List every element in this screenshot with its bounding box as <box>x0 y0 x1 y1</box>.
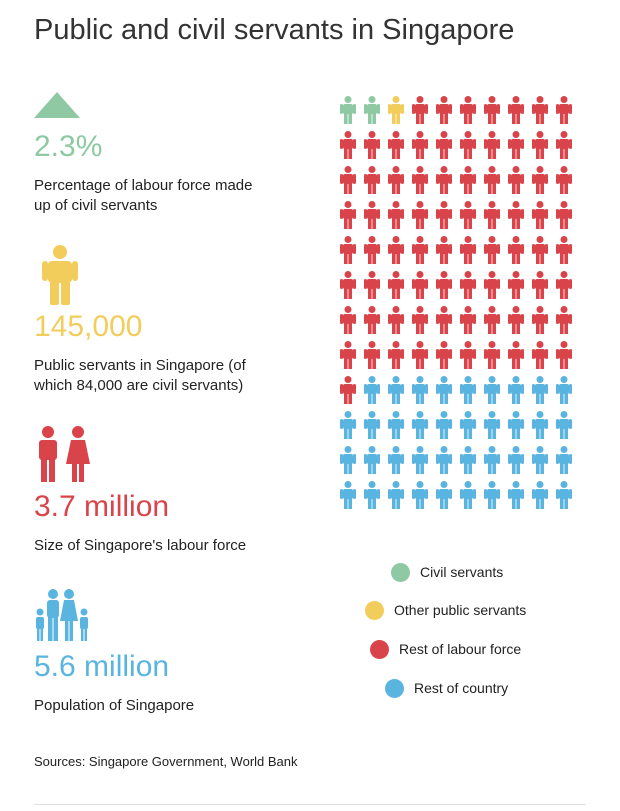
person-icon-civil-servants <box>340 96 356 124</box>
person-icon-rest-of-labour-force <box>412 201 428 229</box>
man-woman-icon <box>38 426 90 482</box>
person-icon-rest-of-country <box>436 411 452 439</box>
person-icon-rest-of-labour-force <box>460 306 476 334</box>
person-icon-rest-of-country <box>556 376 572 404</box>
person-icon-rest-of-country <box>412 376 428 404</box>
legend-label-rest-of-labour-force: Rest of labour force <box>399 641 522 657</box>
person-icon-rest-of-country <box>484 376 500 404</box>
person-icon-rest-of-labour-force <box>508 201 524 229</box>
chart-title: Public and civil servants in Singapore <box>34 14 515 46</box>
person-icon-rest-of-country <box>460 376 476 404</box>
person-icon-rest-of-country <box>484 411 500 439</box>
person-icon-rest-of-country <box>556 481 572 509</box>
person-icon-rest-of-country <box>532 376 548 404</box>
person-icon-rest-of-country <box>460 481 476 509</box>
person-icon-rest-of-labour-force <box>556 306 572 334</box>
person-icon-rest-of-country <box>508 446 524 474</box>
person-icon-rest-of-country <box>556 411 572 439</box>
person-icon-rest-of-labour-force <box>532 341 548 369</box>
person-icon-rest-of-labour-force <box>556 166 572 194</box>
stat-population <box>34 650 324 716</box>
pictogram-chart <box>336 94 576 524</box>
bottom-divider <box>34 804 586 805</box>
legend-label-rest-of-country: Rest of country <box>414 680 509 696</box>
person-icon-rest-of-labour-force <box>460 236 476 264</box>
person-icon-rest-of-labour-force <box>388 236 404 264</box>
person-icon-rest-of-labour-force <box>388 341 404 369</box>
person-icon-rest-of-labour-force <box>340 166 356 194</box>
person-icon-rest-of-labour-force <box>436 306 452 334</box>
person-icon-rest-of-labour-force <box>412 341 428 369</box>
person-icon-rest-of-labour-force <box>340 236 356 264</box>
person-icon-rest-of-labour-force <box>484 341 500 369</box>
person-icon-rest-of-labour-force <box>436 96 452 124</box>
person-icon-rest-of-labour-force <box>364 166 380 194</box>
person-icon-rest-of-country <box>436 376 452 404</box>
person-icon-rest-of-labour-force <box>412 166 428 194</box>
stat-description: up of civil servants <box>34 197 158 214</box>
person-icon-rest-of-labour-force <box>436 236 452 264</box>
legend-swatch-other-public-servants <box>365 601 384 620</box>
person-icon-rest-of-country <box>484 446 500 474</box>
person-icon-rest-of-labour-force <box>436 201 452 229</box>
person-icon <box>42 245 78 305</box>
person-icon-rest-of-labour-force <box>388 201 404 229</box>
person-icon-rest-of-labour-force <box>340 341 356 369</box>
person-icon-rest-of-labour-force <box>436 271 452 299</box>
person-icon-rest-of-country <box>388 376 404 404</box>
person-icon-rest-of-labour-force <box>508 271 524 299</box>
person-icon-rest-of-labour-force <box>460 166 476 194</box>
person-icon-rest-of-labour-force <box>556 236 572 264</box>
person-icon-rest-of-labour-force <box>412 131 428 159</box>
person-icon-rest-of-labour-force <box>364 131 380 159</box>
person-icon-rest-of-labour-force <box>340 201 356 229</box>
family-icon <box>34 588 90 642</box>
person-icon-rest-of-labour-force <box>484 131 500 159</box>
person-icon-rest-of-labour-force <box>388 271 404 299</box>
person-icon-rest-of-labour-force <box>388 166 404 194</box>
person-icon-rest-of-country <box>508 481 524 509</box>
person-icon-rest-of-country <box>460 411 476 439</box>
person-icon-rest-of-labour-force <box>460 96 476 124</box>
person-icon-rest-of-country <box>412 446 428 474</box>
person-icon-rest-of-labour-force <box>364 271 380 299</box>
person-icon-rest-of-labour-force <box>460 271 476 299</box>
person-icon-rest-of-labour-force <box>388 131 404 159</box>
person-icon-rest-of-country <box>364 411 380 439</box>
person-icon-rest-of-country <box>508 376 524 404</box>
person-icon-rest-of-country <box>556 446 572 474</box>
person-icon-rest-of-country <box>460 446 476 474</box>
person-icon-rest-of-country <box>340 411 356 439</box>
person-icon-rest-of-labour-force <box>340 306 356 334</box>
person-icon-rest-of-country <box>364 376 380 404</box>
person-icon-rest-of-country <box>340 481 356 509</box>
person-icon-rest-of-labour-force <box>412 96 428 124</box>
person-icon-rest-of-country <box>388 411 404 439</box>
person-icon-rest-of-labour-force <box>364 306 380 334</box>
person-icon-rest-of-labour-force <box>532 271 548 299</box>
person-icon-rest-of-labour-force <box>388 306 404 334</box>
person-icon-rest-of-labour-force <box>412 236 428 264</box>
person-icon-rest-of-labour-force <box>532 306 548 334</box>
person-icon-rest-of-labour-force <box>340 376 356 404</box>
stat-description: Public servants in Singapore (of <box>34 357 246 374</box>
person-icon-rest-of-labour-force <box>412 271 428 299</box>
person-icon-rest-of-labour-force <box>508 131 524 159</box>
legend-swatch-civil-servants <box>391 563 410 582</box>
person-icon-rest-of-labour-force <box>460 341 476 369</box>
person-icon-rest-of-labour-force <box>484 306 500 334</box>
stat-description: Size of Singapore's labour force <box>34 537 247 554</box>
person-icon-rest-of-labour-force <box>556 271 572 299</box>
person-icon-rest-of-labour-force <box>340 131 356 159</box>
person-icon-rest-of-country <box>436 446 452 474</box>
stat-value: 3.7 million <box>34 490 170 523</box>
person-icon-other-public-servants <box>388 96 404 124</box>
person-icon-rest-of-labour-force <box>508 166 524 194</box>
person-icon-rest-of-country <box>340 446 356 474</box>
person-icon-rest-of-labour-force <box>436 166 452 194</box>
stat-civil-percentage <box>34 130 324 216</box>
person-icon-rest-of-country <box>436 481 452 509</box>
stat-description: which 84,000 are civil servants) <box>34 377 244 394</box>
person-icon-rest-of-labour-force <box>556 201 572 229</box>
person-icon-rest-of-labour-force <box>508 306 524 334</box>
person-icon-rest-of-country <box>364 481 380 509</box>
person-icon-rest-of-country <box>532 481 548 509</box>
person-icon-rest-of-country <box>532 446 548 474</box>
person-icon-rest-of-labour-force <box>364 236 380 264</box>
stat-value: 2.3% <box>34 130 103 163</box>
person-icon-rest-of-labour-force <box>484 96 500 124</box>
stat-value: 5.6 million <box>34 650 170 683</box>
person-icon-rest-of-labour-force <box>508 96 524 124</box>
person-icon-rest-of-labour-force <box>436 131 452 159</box>
person-icon-rest-of-labour-force <box>532 236 548 264</box>
person-icon-rest-of-country <box>484 481 500 509</box>
person-icon-rest-of-labour-force <box>532 131 548 159</box>
person-icon-rest-of-labour-force <box>556 341 572 369</box>
sources-note: Sources: Singapore Government, World Bank <box>34 754 298 769</box>
person-icon-rest-of-country <box>412 411 428 439</box>
legend-swatch-rest-of-country <box>385 679 404 698</box>
person-icon-rest-of-labour-force <box>484 201 500 229</box>
person-icon-rest-of-country <box>388 446 404 474</box>
stat-labour-force <box>34 490 324 556</box>
person-icon-rest-of-country <box>532 411 548 439</box>
person-icon-rest-of-country <box>508 411 524 439</box>
triangle-up-icon <box>34 92 80 118</box>
person-icon-rest-of-labour-force <box>532 96 548 124</box>
person-icon-rest-of-labour-force <box>340 271 356 299</box>
person-icon-rest-of-country <box>388 481 404 509</box>
legend-swatch-rest-of-labour-force <box>370 640 389 659</box>
legend-label-other-public-servants: Other public servants <box>394 602 527 618</box>
person-icon-rest-of-labour-force <box>460 131 476 159</box>
legend-label-civil-servants: Civil servants <box>420 564 504 580</box>
person-icon-rest-of-labour-force <box>532 166 548 194</box>
stat-description: Percentage of labour force made <box>34 177 253 194</box>
person-icon-rest-of-labour-force <box>508 341 524 369</box>
person-icon-rest-of-labour-force <box>532 201 548 229</box>
stat-public-servants <box>34 310 324 396</box>
person-icon-rest-of-labour-force <box>484 236 500 264</box>
person-icon-rest-of-labour-force <box>364 341 380 369</box>
stat-value: 145,000 <box>34 310 143 343</box>
person-icon-civil-servants <box>364 96 380 124</box>
person-icon-rest-of-labour-force <box>484 166 500 194</box>
person-icon-rest-of-country <box>364 446 380 474</box>
person-icon-rest-of-labour-force <box>460 201 476 229</box>
person-icon-rest-of-labour-force <box>484 271 500 299</box>
person-icon-rest-of-labour-force <box>364 201 380 229</box>
person-icon-rest-of-labour-force <box>412 306 428 334</box>
person-icon-rest-of-country <box>412 481 428 509</box>
stat-description: Population of Singapore <box>34 697 195 714</box>
person-icon-rest-of-labour-force <box>556 131 572 159</box>
person-icon-rest-of-labour-force <box>436 341 452 369</box>
person-icon-rest-of-labour-force <box>508 236 524 264</box>
person-icon-rest-of-labour-force <box>556 96 572 124</box>
